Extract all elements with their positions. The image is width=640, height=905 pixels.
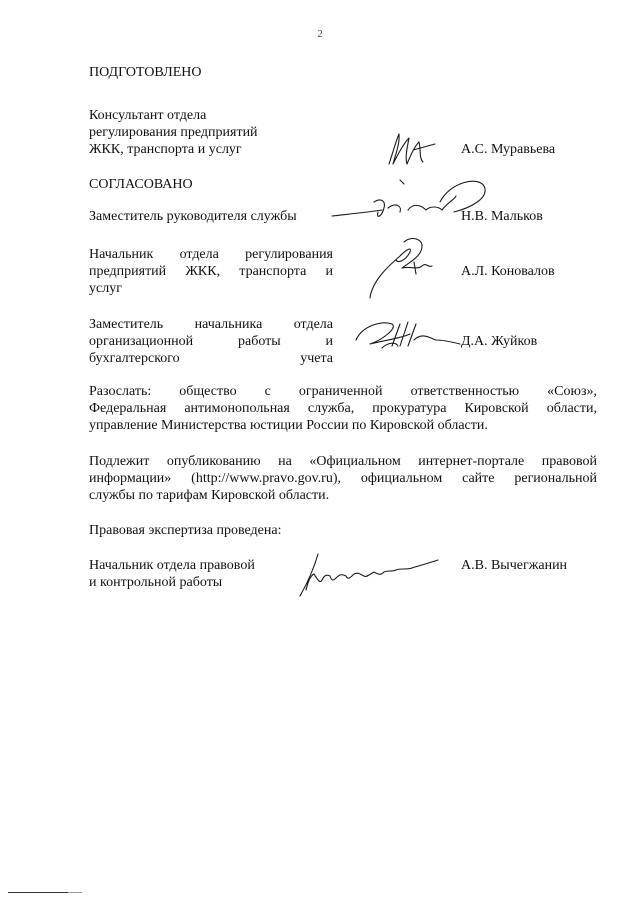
position-line: бухгалтерского учета	[89, 351, 333, 366]
prepared-position	[89, 107, 258, 158]
signer-name: Д.А. Жуйков	[461, 334, 538, 349]
footer-rule	[68, 892, 82, 893]
signer-name: Н.В. Мальков	[461, 209, 543, 224]
position-line: ЖКК, транспорта и услуг	[89, 142, 242, 157]
prepared-heading: ПОДГОТОВЛЕНО	[89, 65, 202, 80]
position-line: предприятий ЖКК, транспорта и	[89, 264, 333, 279]
page-number: 2	[317, 28, 323, 40]
footer-rule	[8, 892, 68, 893]
publication-line: информации» (http://www.pravo.gov.ru), официальном сайте региональной	[89, 471, 597, 486]
prepared-name: А.С. Муравьева	[461, 142, 556, 157]
signer-name: А.Л. Коновалов	[461, 264, 555, 279]
legal-review-name: А.В. Вычегжанин	[461, 558, 568, 573]
signer-position	[89, 316, 333, 367]
signature-muravyeva	[383, 130, 443, 170]
distribution-line: управление Министерства юстиции России по Кировской области.	[89, 418, 488, 433]
distribution-line: Разослать: общество с ограниченной ответственностью «Союз»,	[89, 384, 597, 399]
agreed-heading: СОГЛАСОВАНО	[89, 177, 193, 192]
publication-paragraph	[89, 453, 597, 504]
signature-konovalov	[366, 232, 446, 302]
position-line: регулирования предприятий	[89, 125, 258, 140]
signature-zhuykov	[352, 310, 462, 360]
position-line: Заместитель начальника отдела	[89, 317, 333, 332]
signature-vychegzhanin	[288, 550, 448, 600]
publication-line: Подлежит опубликованию на «Официальном интернет-портале правовой	[89, 454, 597, 469]
legal-review-heading: Правовая экспертиза проведена:	[89, 523, 282, 538]
position-line: Начальник отдела правовой	[89, 558, 255, 573]
signer-position	[89, 208, 297, 225]
publication-line: службы по тарифам Кировской области.	[89, 488, 330, 503]
signer-position	[89, 246, 333, 297]
position-line: организационной работы и	[89, 334, 333, 349]
legal-review-position	[89, 557, 255, 591]
distribution-line: Федеральная антимонопольная служба, прокуратура Кировской области,	[89, 401, 597, 416]
position-line: Начальник отдела регулирования	[89, 247, 333, 262]
position-line: Консультант отдела	[89, 108, 207, 123]
position-line: и контрольной работы	[89, 575, 223, 590]
distribution-paragraph	[89, 383, 597, 434]
position-line: услуг	[89, 281, 122, 296]
position-line: Заместитель руководителя службы	[89, 209, 297, 224]
